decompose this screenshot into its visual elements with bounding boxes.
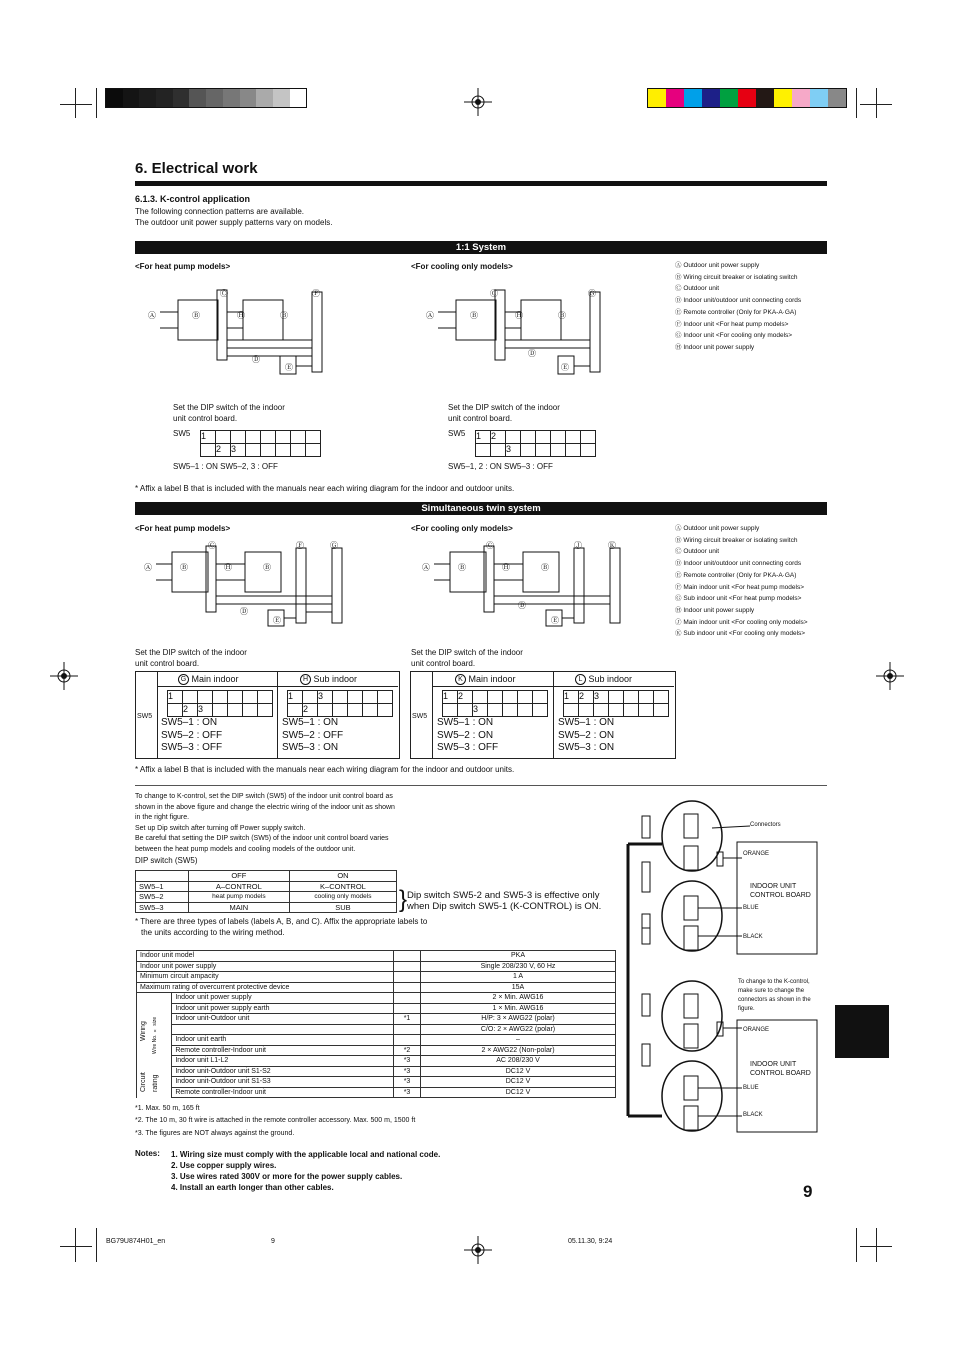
footnote: *1. Max. 50 m, 165 ft bbox=[135, 1105, 200, 1112]
svg-text:Ⓑ: Ⓑ bbox=[280, 311, 288, 320]
svg-text:Ⓗ: Ⓗ bbox=[502, 563, 510, 572]
spec-table bbox=[136, 950, 616, 1098]
dip-instruction: Set the DIP switch of the indoor bbox=[135, 648, 247, 657]
dip-switch-main-cool: 1 2 3 bbox=[442, 690, 548, 717]
title-rule bbox=[135, 181, 827, 186]
color-swatch bbox=[666, 89, 684, 107]
legend-system1 bbox=[675, 260, 835, 354]
sw5-label: SW5 bbox=[448, 429, 466, 438]
sw5-label: SW5 bbox=[412, 713, 428, 720]
sw5-label: SW5 bbox=[137, 713, 153, 720]
svg-text:Ⓗ: Ⓗ bbox=[515, 311, 523, 320]
gray-swatch bbox=[173, 89, 190, 107]
sub-indoor-heading: H Sub indoor bbox=[300, 674, 357, 685]
table-row: Remote controller-Indoor unit *3 DC12 V bbox=[137, 1087, 616, 1098]
legend-item: Ⓔ Remote controller (Only for PKA-A·GA) bbox=[675, 308, 797, 316]
page-title: 6. Electrical work bbox=[135, 160, 258, 177]
legend-item: Ⓚ Sub indoor unit <For cooling only models> bbox=[675, 630, 806, 638]
cooling-label: <For cooling only models> bbox=[411, 524, 513, 533]
section-divider bbox=[135, 785, 827, 786]
svg-text:Ⓓ: Ⓓ bbox=[528, 349, 536, 358]
sw5-label: SW5 bbox=[173, 429, 191, 438]
kcontrol-line: Be careful that setting the DIP switch (SW5) of the indoor unit control board varies bbox=[135, 835, 389, 842]
crop-mark bbox=[876, 88, 877, 118]
main-indoor-heading: G Main indoor bbox=[178, 674, 239, 685]
wiring-label: Wiring bbox=[140, 1021, 147, 1041]
page-number: 9 bbox=[803, 1182, 813, 1201]
system1-bar: 1:1 System bbox=[135, 241, 827, 254]
dip-switch-sub-cool: 1 2 3 bbox=[563, 690, 669, 717]
heat-pump-label: <For heat pump models> bbox=[135, 524, 231, 533]
color-swatch bbox=[828, 89, 846, 107]
svg-text:Ⓐ: Ⓐ bbox=[148, 311, 156, 320]
legend-item: Ⓔ Remote controller (Only for PKA-A·GA) bbox=[675, 571, 797, 579]
crop-mark bbox=[876, 1228, 877, 1262]
color-swatch bbox=[648, 89, 666, 107]
board-label: INDOOR UNIT CONTROL BOARD bbox=[750, 1061, 811, 1077]
svg-text:Ⓖ: Ⓖ bbox=[588, 289, 596, 298]
legend-item: Ⓐ Outdoor unit power supply bbox=[675, 525, 760, 532]
color-swatch bbox=[792, 89, 810, 107]
svg-text:Ⓑ: Ⓑ bbox=[263, 563, 271, 572]
gray-swatch bbox=[139, 89, 156, 107]
kcontrol-line: To change to K-control, set the DIP switch (SW5) of the indoor unit control board as bbox=[135, 793, 393, 800]
svg-text:Ⓔ: Ⓔ bbox=[551, 616, 559, 625]
dip-switch-sub-heat: 1 3 2 bbox=[287, 690, 393, 717]
svg-text:Ⓓ: Ⓓ bbox=[252, 355, 260, 364]
legend-item: Ⓑ Wiring circuit breaker or isolating switch bbox=[675, 536, 798, 544]
wiring-sub-label: Wire No. × size bbox=[152, 1016, 158, 1054]
twin-cool-sub-settings: SW5–1 : ON SW5–2 : ON SW5–3 : ON bbox=[558, 717, 615, 753]
svg-text:Ⓙ: Ⓙ bbox=[574, 541, 582, 550]
affix-note: * Affix a label B that is included with the manuals near each wiring diagram for the indoor and outdoor units. bbox=[135, 765, 515, 774]
kcontrol-line: between the heat pump models and cooling models of the outdoor unit. bbox=[135, 845, 356, 853]
table-row: Minimum circuit ampacity 1 A bbox=[137, 972, 616, 983]
blue-connector: BLUE bbox=[743, 1085, 759, 1091]
legend-item: Ⓗ Indoor unit power supply bbox=[675, 606, 755, 614]
table-row: Indoor unit power supply earth 1 × Min. AWG16 bbox=[137, 1003, 616, 1014]
black-connector: BLACK bbox=[743, 934, 763, 940]
dip-caption-heat: SW5–1 : ON SW5–2, 3 : OFF bbox=[173, 462, 278, 471]
board-label: INDOOR UNIT CONTROL BOARD bbox=[750, 883, 811, 899]
table-row: SW5–2 heat pump models cooling only models bbox=[136, 892, 397, 903]
gray-swatch bbox=[123, 89, 140, 107]
svg-text:Ⓐ: Ⓐ bbox=[144, 563, 152, 572]
label-note: the units according to the wiring method. bbox=[141, 928, 285, 937]
color-swatch bbox=[774, 89, 792, 107]
legend-twin bbox=[675, 523, 835, 640]
table-row: SW5–1 A–CONTROL K–CONTROL bbox=[136, 881, 397, 892]
gray-swatch bbox=[223, 89, 240, 107]
gray-swatch bbox=[290, 89, 307, 107]
heat-pump-label: <For heat pump models> bbox=[135, 262, 231, 271]
legend-item: Ⓖ Sub indoor unit <For heat pump models> bbox=[675, 595, 802, 603]
registration-mark-icon bbox=[464, 88, 492, 116]
wiring-diagram-heat-pump bbox=[140, 282, 340, 382]
gray-swatch bbox=[256, 89, 273, 107]
legend-item: Ⓙ Main indoor unit <For cooling only models> bbox=[675, 618, 808, 626]
notes-list: 1. Wiring size must comply with the applicable local and national code. 2. Use copper supply wires. 3. Use wires rated 300V or more for the power supply cables. 4. Install an earth longer than other cables. bbox=[171, 1150, 441, 1192]
table-row: SW5–3 MAIN SUB bbox=[136, 902, 397, 913]
table-row: Indoor unit-Outdoor unit *1 H/P: 3 × AWG22 (polar) bbox=[137, 1014, 616, 1025]
registration-mark-icon bbox=[464, 1236, 492, 1264]
svg-text:Ⓑ: Ⓑ bbox=[458, 563, 466, 572]
label-note: * There are three types of labels (labels A, B, and C). Affix the appropriate labels to bbox=[135, 917, 428, 926]
svg-text:Ⓒ: Ⓒ bbox=[486, 541, 494, 550]
wiring-diagram-twin-cool bbox=[418, 538, 633, 633]
footer-page: 9 bbox=[271, 1238, 275, 1245]
color-swatch bbox=[720, 89, 738, 107]
dip-instruction: unit control board. bbox=[173, 414, 238, 423]
legend-item: Ⓕ Indoor unit <For heat pump models> bbox=[675, 320, 789, 328]
twin-bar: Simultaneous twin system bbox=[135, 502, 827, 515]
twin-cool-main-settings: SW5–1 : ON SW5–2 : ON SW5–3 : OFF bbox=[437, 717, 499, 753]
gray-swatch-strip bbox=[105, 88, 307, 108]
gray-swatch bbox=[106, 89, 123, 107]
dip-instruction: Set the DIP switch of the indoor bbox=[173, 403, 285, 412]
cooling-label: <For cooling only models> bbox=[411, 262, 513, 271]
color-swatch bbox=[756, 89, 774, 107]
dip-instruction: unit control board. bbox=[411, 659, 476, 668]
gray-swatch bbox=[273, 89, 290, 107]
table-row: C/O: 2 × AWG22 (polar) bbox=[137, 1024, 616, 1035]
table-row: Indoor unit L1-L2 *3 AC 208/230 V bbox=[137, 1056, 616, 1067]
legend-item: Ⓓ Indoor unit/outdoor unit connecting cords bbox=[675, 297, 802, 305]
dip-switch-heat: 1 2 3 bbox=[200, 430, 321, 457]
crop-mark bbox=[75, 88, 76, 118]
crop-mark bbox=[856, 88, 857, 118]
color-swatch bbox=[810, 89, 828, 107]
dip-switch-main-heat: 1 2 3 bbox=[167, 690, 273, 717]
intro-line: The outdoor unit power supply patterns vary on models. bbox=[135, 218, 333, 227]
kcontrol-line: shown in the above figure and change the electric wiring of the indoor unit as shown bbox=[135, 803, 395, 811]
table-row: Indoor unit-Outdoor unit S1-S3 *3 DC12 V bbox=[137, 1077, 616, 1088]
svg-text:Ⓐ: Ⓐ bbox=[426, 311, 434, 320]
footnote: *2. The 10 m, 30 ft wire is attached in the remote controller accessory. Max. 500 m, 1500 ft bbox=[135, 1117, 416, 1124]
table-row: Indoor unit power supply Single 208/230 V, 60 Hz bbox=[137, 961, 616, 972]
svg-text:Ⓑ: Ⓑ bbox=[558, 311, 566, 320]
kcontrol-instructions bbox=[135, 792, 435, 855]
change-note: To change to the K-control, make sure to change the connectors as shown in the figure. bbox=[738, 979, 811, 1012]
svg-text:Ⓗ: Ⓗ bbox=[224, 563, 232, 572]
color-swatch bbox=[738, 89, 756, 107]
svg-text:Ⓖ: Ⓖ bbox=[330, 541, 338, 550]
svg-text:Ⓔ: Ⓔ bbox=[273, 616, 281, 625]
gray-swatch bbox=[156, 89, 173, 107]
svg-text:Ⓓ: Ⓓ bbox=[518, 601, 526, 610]
control-board-diagram bbox=[622, 796, 822, 1141]
gray-swatch bbox=[189, 89, 206, 107]
svg-text:Ⓑ: Ⓑ bbox=[470, 311, 478, 320]
intro-line: The following connection patterns are available. bbox=[135, 207, 304, 216]
brace-note: Dip switch SW5-2 and SW5-3 is effective only when Dip switch SW5-1 (K-CONTROL) is ON. bbox=[407, 890, 602, 912]
twin-heat-main-settings: SW5–1 : ON SW5–2 : OFF SW5–3 : OFF bbox=[161, 717, 223, 753]
notes-label: Notes: bbox=[135, 1149, 160, 1158]
dip-instruction: unit control board. bbox=[135, 659, 200, 668]
crop-mark bbox=[60, 104, 92, 105]
svg-text:Ⓗ: Ⓗ bbox=[237, 311, 245, 320]
crop-mark bbox=[860, 104, 892, 105]
footnote: *3. The figures are NOT always against the ground. bbox=[135, 1130, 295, 1137]
svg-text:Ⓒ: Ⓒ bbox=[208, 541, 216, 550]
orange-connector: ORANGE bbox=[743, 851, 770, 857]
color-swatch bbox=[702, 89, 720, 107]
orange-connector: ORANGE bbox=[743, 1027, 770, 1033]
section-heading: 6.1.3. K-control application bbox=[135, 194, 251, 204]
main-indoor-heading: K Main indoor bbox=[455, 674, 516, 685]
dip-switch-cool: 1 2 3 bbox=[475, 430, 596, 457]
crop-mark bbox=[96, 88, 97, 118]
rating-label: rating bbox=[152, 1074, 159, 1092]
page-tab bbox=[835, 1005, 889, 1058]
gray-swatch bbox=[240, 89, 257, 107]
color-swatch bbox=[684, 89, 702, 107]
blue-connector: BLUE bbox=[743, 905, 759, 911]
crop-mark bbox=[75, 1228, 76, 1262]
dip-instruction: Set the DIP switch of the indoor bbox=[448, 403, 560, 412]
svg-text:Ⓐ: Ⓐ bbox=[422, 563, 430, 572]
legend-item: Ⓒ Outdoor unit bbox=[675, 285, 720, 293]
svg-text:Ⓔ: Ⓔ bbox=[561, 363, 569, 372]
doc-id: BG79U874H01_en bbox=[106, 1238, 166, 1245]
kcontrol-line: in the right figure. bbox=[135, 814, 190, 821]
table-row: Remote controller-Indoor unit *2 2 × AWG22 (Non-polar) bbox=[137, 1045, 616, 1056]
svg-text:Ⓕ: Ⓕ bbox=[296, 541, 304, 550]
circuit-label: Circuit bbox=[140, 1072, 147, 1092]
registration-mark-icon bbox=[876, 662, 904, 690]
crop-mark bbox=[60, 1246, 92, 1247]
svg-text:Ⓑ: Ⓑ bbox=[180, 563, 188, 572]
legend-item: Ⓒ Outdoor unit bbox=[675, 548, 720, 556]
sub-indoor-heading: L Sub indoor bbox=[575, 674, 632, 685]
legend-item: Ⓖ Indoor unit <For cooling only models> bbox=[675, 332, 793, 340]
legend-item: Ⓗ Indoor unit power supply bbox=[675, 343, 755, 351]
svg-text:Ⓔ: Ⓔ bbox=[285, 363, 293, 372]
gray-swatch bbox=[206, 89, 223, 107]
connectors-label: Connectors bbox=[750, 822, 781, 828]
black-connector: BLACK bbox=[743, 1112, 763, 1118]
kcontrol-line: Set up Dip switch after turning off Power supply switch. bbox=[135, 824, 306, 832]
dip-caption-cool: SW5–1, 2 : ON SW5–3 : OFF bbox=[448, 462, 553, 471]
color-swatch-strip bbox=[647, 88, 847, 108]
crop-mark bbox=[856, 1228, 857, 1262]
dip-instruction: Set the DIP switch of the indoor bbox=[411, 648, 523, 657]
table-row: Indoor unit-Outdoor unit S1-S2 *3 DC12 V bbox=[137, 1066, 616, 1077]
wiring-diagram-twin-heat bbox=[140, 538, 355, 633]
brace-icon: } bbox=[399, 886, 408, 913]
legend-item: Ⓓ Indoor unit/outdoor unit connecting cords bbox=[675, 560, 802, 568]
legend-item: Ⓐ Outdoor unit power supply bbox=[675, 262, 760, 269]
table-row: Indoor unit model PKA bbox=[137, 951, 616, 962]
crop-mark bbox=[860, 1246, 892, 1247]
registration-mark-icon bbox=[50, 662, 78, 690]
sw5-table: OFF ON SW5–1 A–CONTROL K–CONTROL SW5–2 heat pump models cooling only models SW5–3 MAIN SUB bbox=[135, 870, 397, 913]
wiring-diagram-cooling bbox=[418, 282, 618, 382]
svg-text:Ⓓ: Ⓓ bbox=[240, 607, 248, 616]
affix-note: * Affix a label B that is included with the manuals near each wiring diagram for the indoor and outdoor units. bbox=[135, 484, 515, 493]
table-row: Indoor unit earth – bbox=[137, 1035, 616, 1046]
crop-mark bbox=[96, 1228, 97, 1262]
legend-item: Ⓕ Main indoor unit <For heat pump models> bbox=[675, 583, 804, 591]
table-row: Maximum rating of overcurrent protective device 15A bbox=[137, 982, 616, 993]
footer-date: 05.11.30, 9:24 bbox=[568, 1238, 613, 1245]
dip-instruction: unit control board. bbox=[448, 414, 513, 423]
svg-text:Ⓑ: Ⓑ bbox=[192, 311, 200, 320]
legend-item: Ⓑ Wiring circuit breaker or isolating switch bbox=[675, 273, 798, 281]
table-row: Indoor unit power supply 2 × Min. AWG16 bbox=[137, 993, 616, 1004]
svg-text:Ⓒ: Ⓒ bbox=[220, 289, 228, 298]
svg-text:Ⓕ: Ⓕ bbox=[312, 289, 320, 298]
dip-switch-label: DIP switch (SW5) bbox=[135, 856, 198, 865]
svg-text:Ⓚ: Ⓚ bbox=[608, 541, 616, 550]
svg-text:Ⓑ: Ⓑ bbox=[541, 563, 549, 572]
twin-heat-sub-settings: SW5–1 : ON SW5–2 : OFF SW5–3 : ON bbox=[282, 717, 344, 753]
svg-text:Ⓒ: Ⓒ bbox=[490, 289, 498, 298]
